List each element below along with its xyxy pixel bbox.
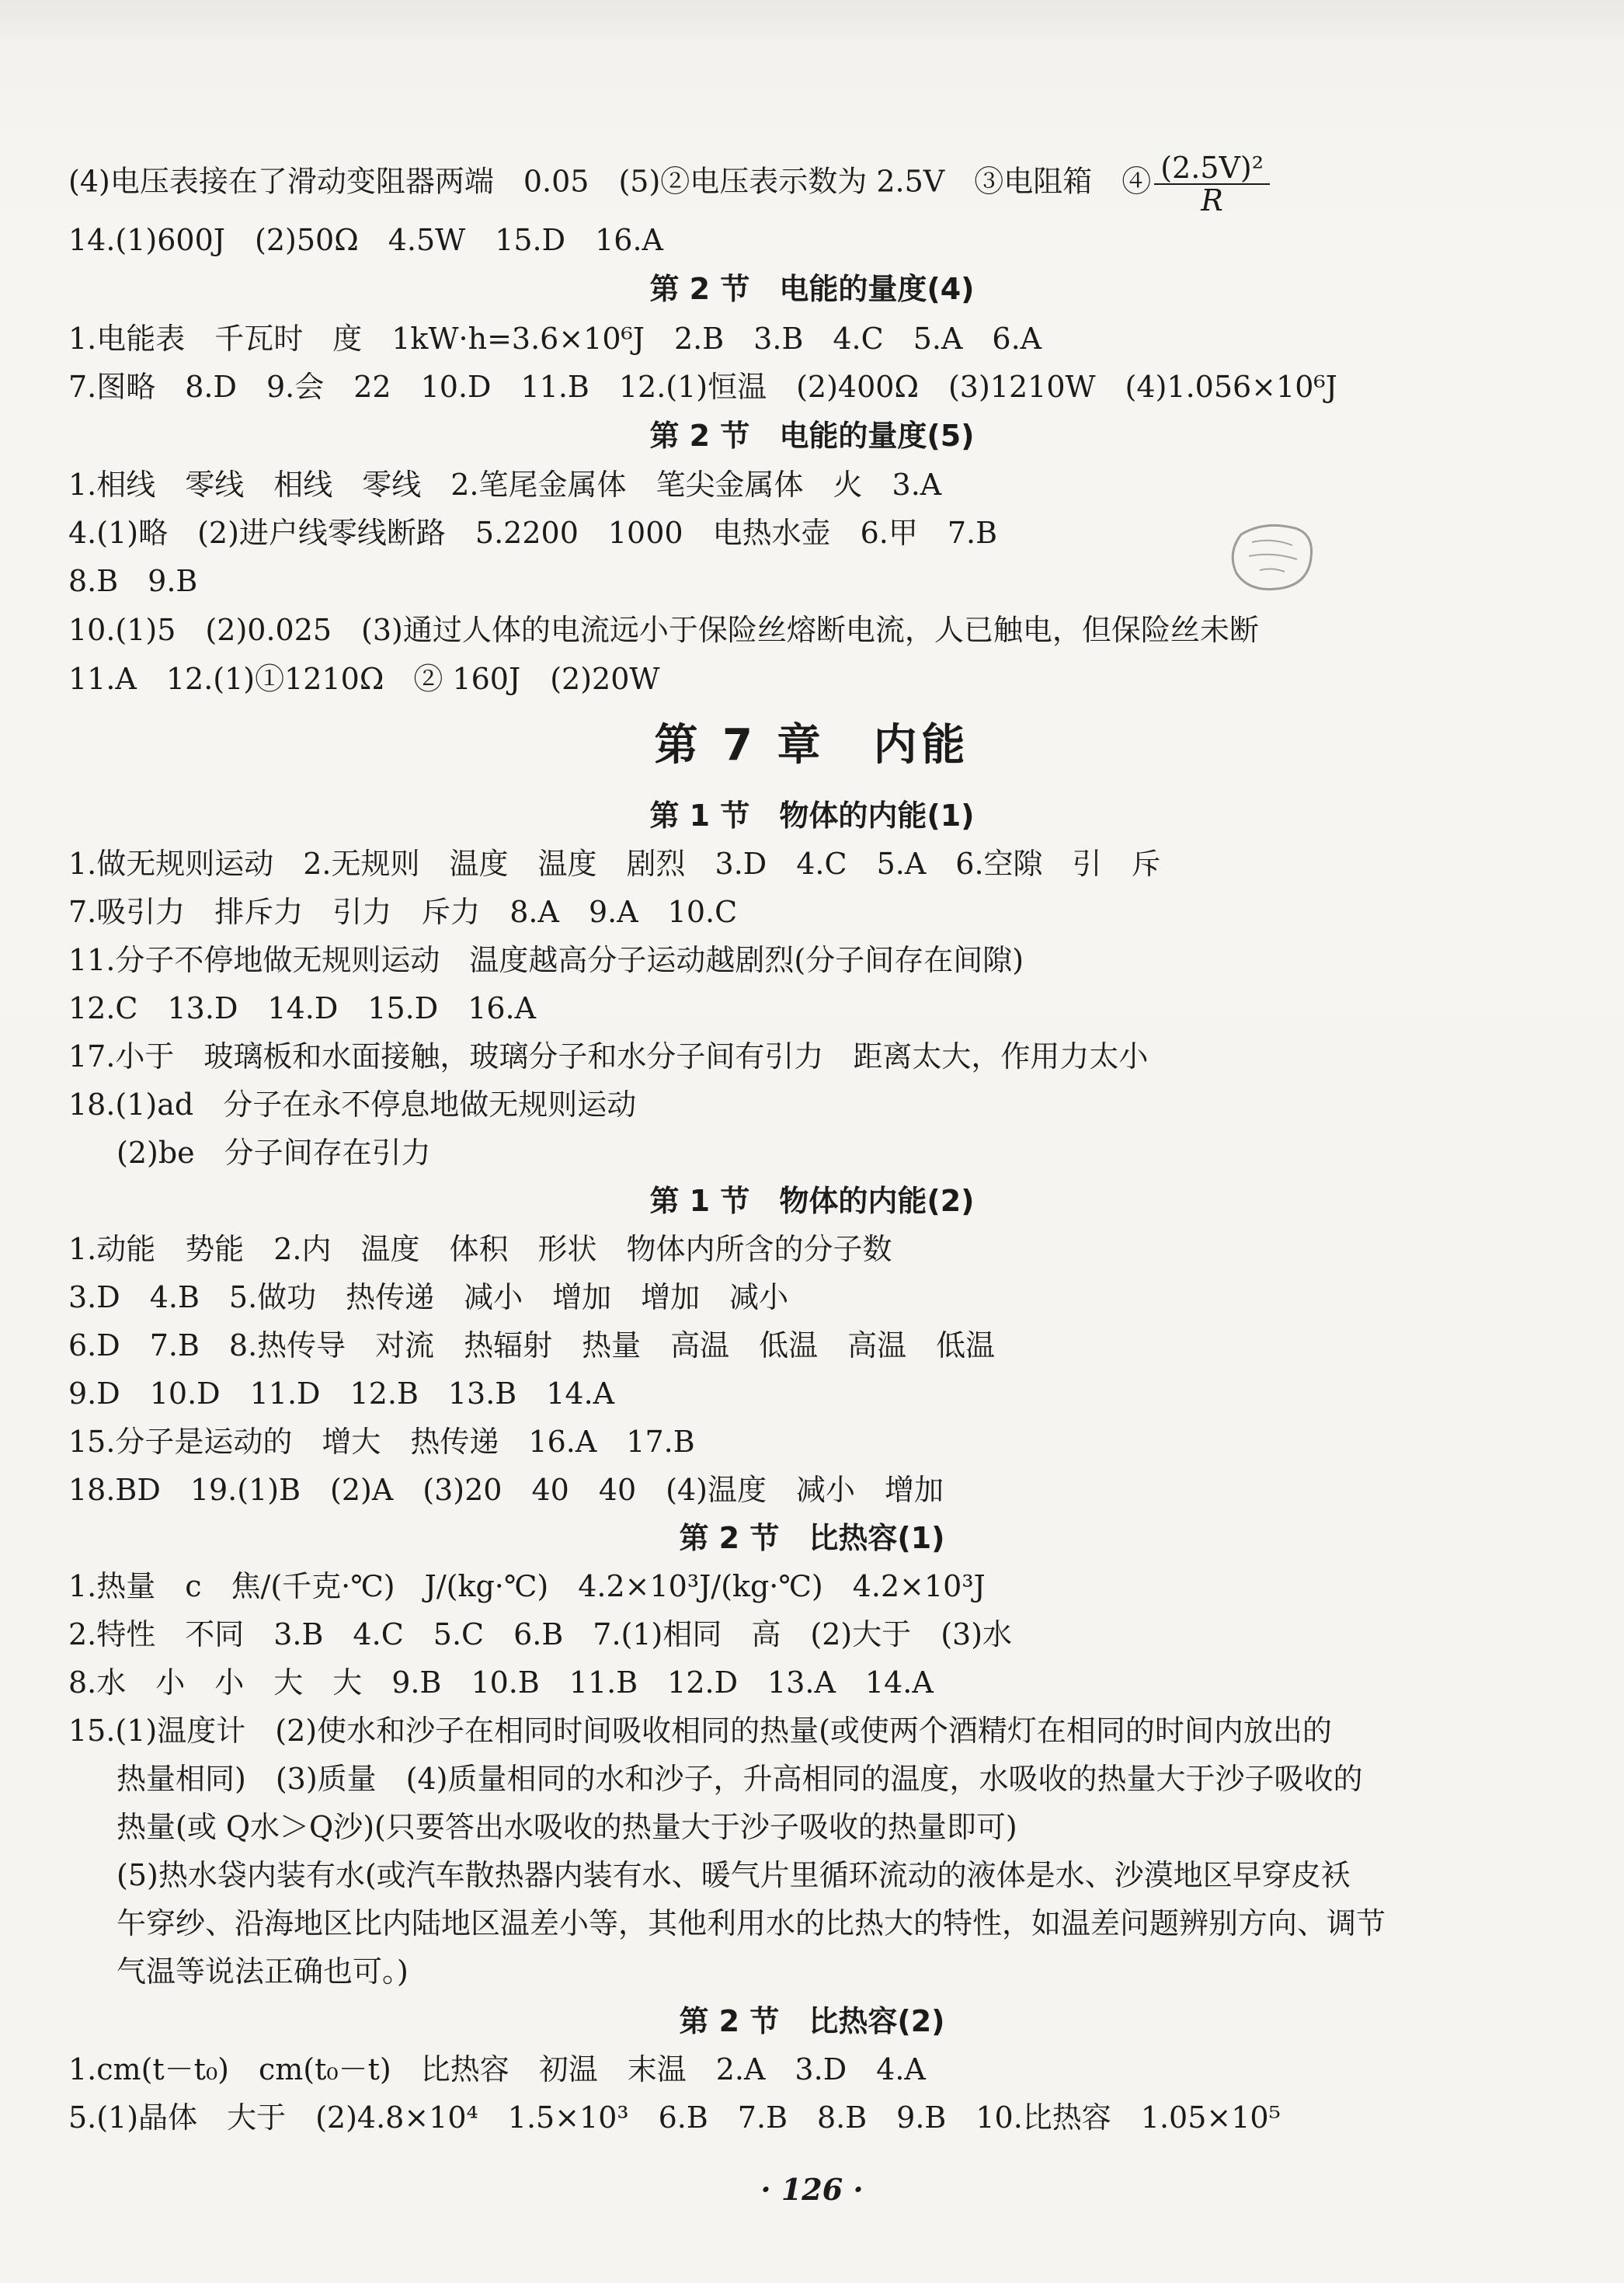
answer-line: 9.D 10.D 11.D 12.B 13.B 14.A [68, 1376, 615, 1411]
stamp-watermark [1226, 519, 1317, 593]
answer-line: 18.(1)ad 分子在永不停息地做无规则运动 [68, 1088, 637, 1122]
answer-line: 5.(1)晶体 大于 (2)4.8×10⁴ 1.5×10³ 6.B 7.B 8.B 9.B 10.比热容 1.05×10⁵ [68, 2100, 1281, 2135]
answer-line: 7.图略 8.D 9.会 22 10.D 11.B 12.(1)恒温 (2)400Ω (3)1210W (4)1.056×10⁶J [68, 370, 1337, 404]
section-heading-specific-heat-1: 第 2 节 比热容(1) [679, 1521, 945, 1555]
section-heading-electric-energy-5: 第 2 节 电能的量度(5) [649, 419, 975, 453]
answer-line: 8.B 9.B [68, 564, 198, 598]
answer-line: 热量(或 Q水＞Q沙)(只要答出水吸收的热量大于沙子吸收的热量即可) [116, 1810, 1017, 1844]
answer-line: 1.电能表 千瓦时 度 1kW·h=3.6×10⁶J 2.B 3.B 4.C 5.A 6.A [68, 322, 1042, 356]
answer-line: 2.特性 不同 3.B 4.C 5.C 6.B 7.(1)相同 高 (2)大于 (3)水 [68, 1617, 1013, 1651]
answer-line: 17.小于 玻璃板和水面接触，玻璃分子和水分子间有引力 距离太大，作用力太小 [68, 1039, 1149, 1074]
section-heading-specific-heat-2: 第 2 节 比热容(2) [679, 2004, 945, 2038]
answer-line: 6.D 7.B 8.热传导 对流 热辐射 热量 高温 低温 高温 低温 [68, 1328, 996, 1362]
answer-line: 11.A 12.(1)①1210Ω ② 160J (2)20W [68, 662, 660, 696]
answer-line: 3.D 4.B 5.做功 热传递 减小 增加 增加 减小 [68, 1280, 789, 1314]
answer-line: 1.cm(t－t₀) cm(t₀－t) 比热容 初温 末温 2.A 3.D 4.A [68, 2052, 926, 2086]
answer-line: 7.吸引力 排斥力 引力 斥力 8.A 9.A 10.C [68, 895, 738, 929]
answer-line-2: 14.(1)600J (2)50Ω 4.5W 15.D 16.A [68, 223, 663, 257]
answer-line: 15.分子是运动的 增大 热传递 16.A 17.B [68, 1425, 695, 1459]
answer-line: 11.分子不停地做无规则运动 温度越高分子运动越剧烈(分子间存在间隙) [68, 943, 1024, 977]
answer-line: 热量相同) (3)质量 (4)质量相同的水和沙子，升高相同的温度，水吸收的热量大于沙子吸收的 [116, 1762, 1363, 1796]
answer-line: 18.BD 19.(1)B (2)A (3)20 40 40 (4)温度 减小 增加 [68, 1473, 944, 1507]
answer-line: 1.热量 c 焦/(千克·℃) J/(kg·℃) 4.2×10³J/(kg·℃) 4.2×10³J [68, 1569, 986, 1603]
answer-line: 8.水 小 小 大 大 9.B 10.B 11.B 12.D 13.A 14.A [68, 1665, 934, 1700]
section-heading-electric-energy-4: 第 2 节 电能的量度(4) [649, 272, 975, 306]
fraction-numerator: (2.5V)² [1154, 152, 1270, 185]
answer-line: 4.(1)略 (2)进户线零线断路 5.2200 1000 电热水壶 6.甲 7.B [68, 516, 998, 550]
answer-line: 1.动能 势能 2.内 温度 体积 形状 物体内所含的分子数 [68, 1232, 892, 1266]
answer-line: 10.(1)5 (2)0.025 (3)通过人体的电流远小于保险丝熔断电流，人已触电，但保险丝未断 [68, 613, 1259, 647]
chapter-title: 第 7 章 内能 [654, 720, 970, 771]
answer-line: 气温等说法正确也可。) [116, 1954, 409, 1989]
fraction-denominator: R [1201, 183, 1223, 218]
answer-line: 15.(1)温度计 (2)使水和沙子在相同时间吸收相同的热量(或使两个酒精灯在相同的时间内放出的 [68, 1714, 1332, 1748]
answer-text: (4)电压表接在了滑动变阻器两端 0.05 (5)②电压表示数为 2.5V ③电阻箱 ④ [68, 164, 1152, 199]
answer-line: (2)be 分子间存在引力 [116, 1136, 431, 1170]
answer-line: 午穿纱、沿海地区比内陆地区温差小等，其他利用水的比热大的特性，如温差问题辨别方向、调节 [116, 1906, 1386, 1940]
section-heading-internal-energy-2: 第 1 节 物体的内能(2) [649, 1184, 975, 1218]
fraction [1154, 152, 1270, 216]
page-number: · 126 · [760, 2172, 864, 2207]
section-heading-internal-energy-1: 第 1 节 物体的内能(1) [649, 799, 975, 833]
answer-line: 1.相线 零线 相线 零线 2.笔尾金属体 笔尖金属体 火 3.A [68, 468, 942, 502]
answer-line-1 [68, 152, 1544, 216]
answer-line: (5)热水袋内装有水(或汽车散热器内装有水、暖气片里循环流动的液体是水、沙漠地区早穿皮袄 [116, 1858, 1351, 1892]
answer-line: 12.C 13.D 14.D 15.D 16.A [68, 991, 537, 1025]
answer-line: 1.做无规则运动 2.无规则 温度 温度 剧烈 3.D 4.C 5.A 6.空隙 引 斥 [68, 847, 1161, 881]
